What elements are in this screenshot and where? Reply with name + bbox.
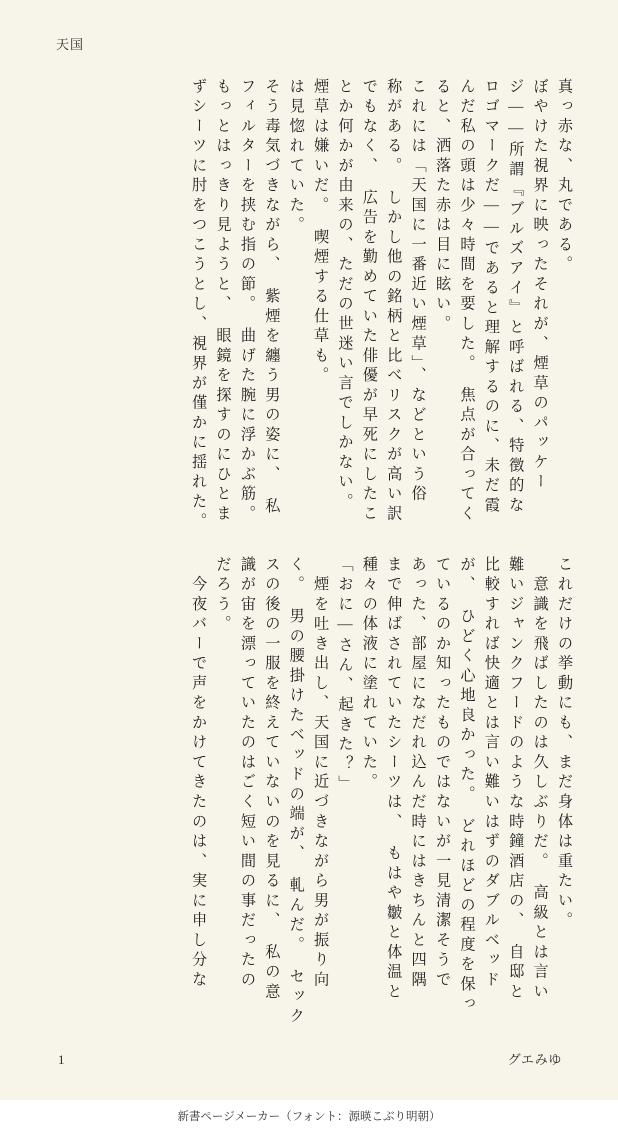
author-name: グエみゆ — [507, 1052, 562, 1067]
text-line: もっとはっきり見ようと、 眼鏡を探すのにひとま — [214, 78, 232, 525]
text-line: これには「天国に一番近い煙草」、などという俗 — [409, 78, 427, 506]
text-line: が、 ひどく心地良かった。 どれほどの程度を保っ — [458, 556, 476, 1016]
text-line: く。 男の腰掛けたベッドの端が、 軋んだ。 セック — [287, 556, 305, 1028]
page-number: 1 — [58, 1052, 65, 1067]
text-line: スの後の一服を終えていないのを見るに、 私の意 — [263, 556, 281, 1003]
text-line: でもなく、 広告を勤めていた俳優が早死にしたこ — [360, 78, 378, 525]
text-line: 種々の体液に塗れていた。 — [360, 556, 378, 794]
vertical-text-body — [46, 78, 572, 1028]
text-line: 意識を飛ばしたのは久しぶりだ。 高級とは言い — [531, 556, 549, 1003]
text-line: 真っ赤な、丸である。 — [556, 78, 573, 276]
text-line: ロゴマークだ——であると理解するのに、未だ霞 — [482, 78, 500, 517]
text-line: 「おに—さん、起きた？」 — [336, 556, 354, 795]
text-line: だろう。 — [214, 556, 232, 636]
text-line: ジ——所謂『ブルズアイ』と呼ばれる、特徴的な — [507, 78, 525, 517]
text-line: 難いジャンクフードのような時鐘酒店の、 自邸と — [507, 556, 525, 1003]
text-block-lower — [46, 556, 572, 1028]
text-line: ているのか知ったものではないが一見清潔そうで — [434, 556, 452, 991]
text-line: は見惚れていた。 — [287, 78, 305, 237]
text-line: んだ私の頭は少々時間を要した。 焦点が合ってく — [458, 78, 476, 525]
text-line: 比較すれば快適とは言い難いはずのダブルベッド — [482, 556, 500, 991]
text-line: これだけの挙動にも、まだ身体は重たい。 — [556, 556, 573, 932]
text-line: ずシーツに肘をつこうとし、視界が僅かに揺れた。 — [190, 78, 208, 533]
text-line: ると、洒落た赤は目に眩い。 — [434, 78, 452, 335]
text-line: まで伸ばされていたシーツは、 もはや皺と体温と — [385, 556, 403, 1003]
text-line: 煙草は嫌いだ。 喫煙する仕草も。 — [312, 78, 330, 387]
text-line: あった、部屋になだれ込んだ時にはきちんと四隅 — [409, 556, 427, 991]
text-line: 今夜バーで声をかけてきたのは、実に申し分な — [190, 556, 208, 991]
text-line: そう毒気づきながら、 紫煙を纏う男の姿に、 私 — [263, 78, 281, 518]
text-line: とか何かが由来の、ただの世迷い言でしかない。 — [336, 78, 354, 513]
text-line: ぼやけた視界に映ったそれが、煙草のパッケー — [531, 78, 549, 493]
text-line: 識が宙を漂っていたのはごく短い間の事だったの — [238, 556, 256, 991]
text-line: 称がある。 しかし他の銘柄と比べリスクが高い訳 — [385, 78, 403, 525]
text-line: 煙を吐き出し、天国に近づきながら男が振り向 — [312, 556, 330, 991]
generator-caption: 新書ページメーカー（フォント：源暎こぶり明朝） — [0, 1100, 618, 1132]
text-block-upper — [46, 78, 572, 548]
page-header-title: 天国 — [56, 37, 85, 52]
text-line: フィルターを挟む指の節。 曲げた腕に浮かぶ筋。 — [238, 78, 256, 525]
